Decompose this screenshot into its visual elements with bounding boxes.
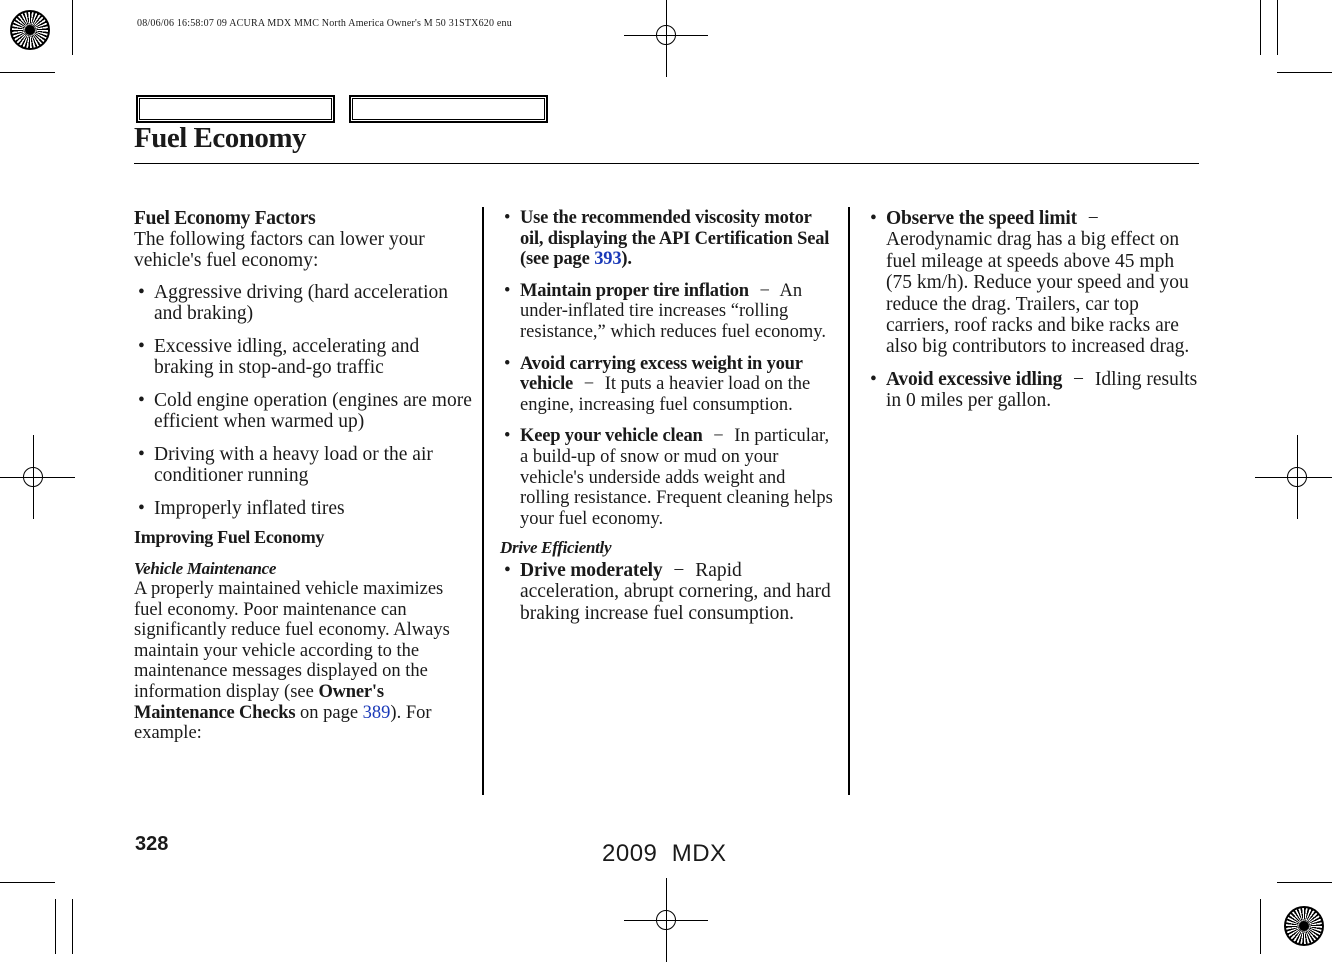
driving-tips-list xyxy=(500,560,835,624)
list-item: • Excessive idling, accelerating and braking in stop-and-go traffic xyxy=(138,336,420,378)
page-link-393[interactable]: 393 xyxy=(594,249,622,270)
list-item: • Improperly inflated tires xyxy=(138,498,345,519)
subheading-maintenance: Vehicle Maintenance xyxy=(134,559,277,578)
list-item: • Maintain proper tire inflation − An under-inflated tire increases “rolling resistance,” which reduces fuel economy. xyxy=(504,280,826,342)
column-right xyxy=(866,208,1201,412)
registration-crosshair-icon xyxy=(0,435,75,519)
maintenance-paragraph: A properly maintained vehicle maximizes fuel economy. Poor maintenance can significantly reduce fuel economy. Always maintain your vehicle according to the maintenance messages displayed on the information display (see Owner's Maintenance Checks on page 389). For example: xyxy=(134,579,450,744)
list-item: • Observe the speed limit − Aerodynamic drag has a big effect on fuel mileage at speeds above 45 mph (75 km/h). Reduce your speed and you reduce the drag. Trailers, car top carriers, roof racks and bike racks are also big contributors to increased drag. xyxy=(870,208,1190,358)
title-divider xyxy=(134,163,1199,164)
print-info: 08/06/06 16:58:07 09 ACURA MDX MMC North America Owner's M 50 31STX620 enu xyxy=(137,18,512,29)
maintenance-tips-list xyxy=(500,208,835,529)
list-item: • Aggressive driving (hard acceleration and braking) xyxy=(138,282,449,324)
list-item: • Avoid carrying excess weight in your vehicle − It puts a heavier load on the engine, increasing fuel consumption. xyxy=(504,353,811,415)
list-item: • Avoid excessive idling − Idling results in 0 miles per gallon. xyxy=(870,368,1198,412)
section-heading-improving: Improving Fuel Economy xyxy=(134,527,325,547)
list-item: • Driving with a heavy load or the air conditioner running xyxy=(138,444,433,486)
subheading-drive-efficiently: Drive Efficiently xyxy=(500,538,612,558)
registration-sunburst-icon xyxy=(1284,906,1324,946)
section-heading-factors: Fuel Economy Factors xyxy=(134,208,316,229)
column-divider xyxy=(482,207,484,795)
driving-tips-list-cont xyxy=(866,208,1201,412)
list-item: • Drive moderately − Rapid acceleration, abrupt cornering, and hard braking increase fuel consumption. xyxy=(504,559,831,624)
list-item: • Cold engine operation (engines are more efficient when warmed up) xyxy=(138,390,472,432)
header-tab-left xyxy=(136,95,335,123)
model-label: 2009 MDX xyxy=(602,840,727,867)
factors-intro: The following factors can lower your vehicle's fuel economy: xyxy=(134,229,425,271)
page-number: 328 xyxy=(135,833,169,855)
registration-sunburst-icon xyxy=(10,10,50,50)
factors-list xyxy=(134,282,474,519)
registration-crosshair-icon xyxy=(624,0,708,77)
header-tab-right xyxy=(349,95,548,123)
registration-crosshair-icon xyxy=(624,878,708,962)
list-item: • Use the recommended viscosity motor oil, displaying the API Certification Seal (see page 393). xyxy=(504,208,830,270)
column-left xyxy=(134,208,474,744)
column-middle xyxy=(500,208,835,624)
page-title: Fuel Economy xyxy=(134,122,307,154)
column-divider xyxy=(848,207,850,795)
registration-crosshair-icon xyxy=(1255,435,1332,519)
page-link-389[interactable]: 389 xyxy=(362,702,391,723)
list-item: • Keep your vehicle clean − In particular, a build-up of snow or mud on your vehicle's underside adds weight and rolling resistance. Frequent cleaning helps your fuel economy. xyxy=(504,426,833,529)
